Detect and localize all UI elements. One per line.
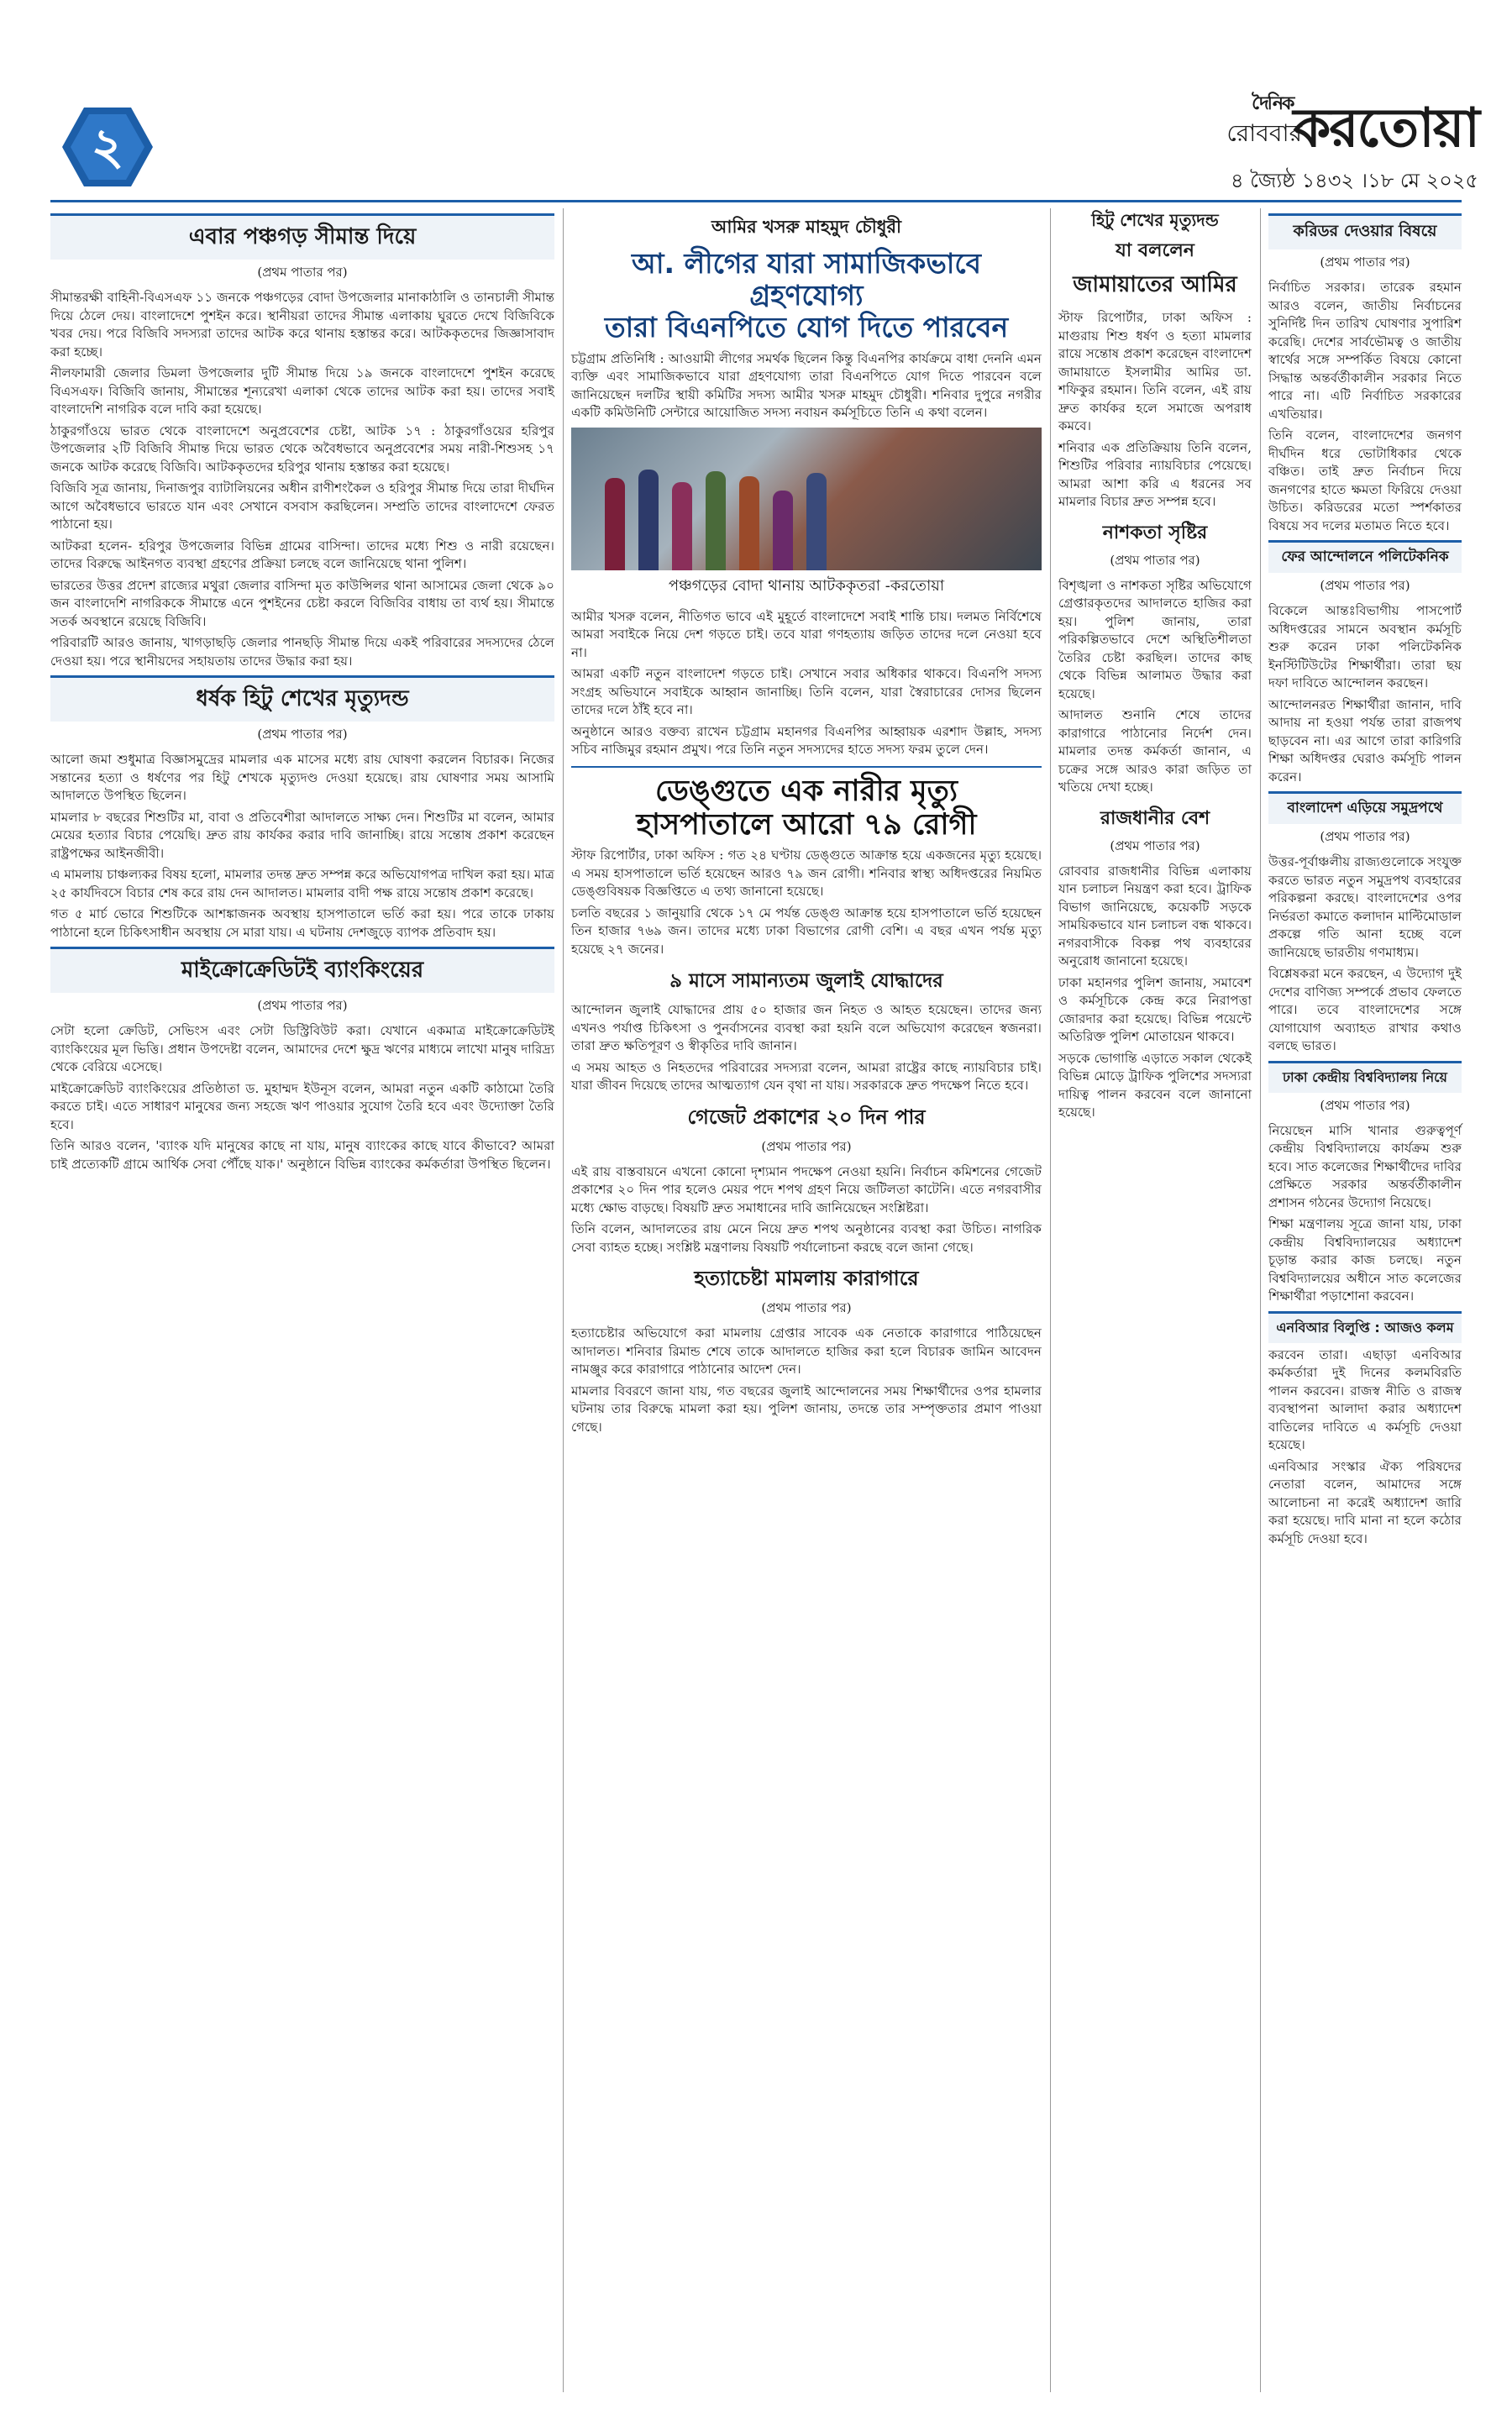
column-4 [1268, 208, 1462, 1551]
headline-sabotage: নাশকতা সৃষ্টির [1102, 522, 1208, 543]
article-text: সীমান্তরক্ষী বাহিনী-বিএসএফ ১১ জনকে পঞ্চগড়ের বোদা উপজেলার মানাকাঠালি ও তানচালী সীমান্ত দিয়ে ঠেলে দেয়। বাংলাদেশে পুশইন করে। স্থানীয়রা তাদের সীমান্ত এলাকায় ঘুরতে দেখে বিজিবিকে খবর দেয়। পরে বিজিবি সদস্যরা তাদের আটক করে থানায় হস্তান্তর করে। আটককৃতদের জিজ্ঞাসাবাদ করা হচ্ছে। [50, 290, 554, 360]
article-text: আমীর খসরু বলেন, নীতিগত ভাবে এই মুহূর্তে বাংলাদেশে সবাই শান্তি চায়। দলমত নির্বিশেষে আমরা সবাইকে নিয়ে দেশ গড়তে চাই। তবে যারা গণহত্যায় জড়িত তাদের দলে নেওয়া হবে না। [571, 608, 1042, 660]
article-text: রোববার রাজধানীর বিভিন্ন এলাকায় যান চলাচল নিয়ন্ত্রণ করা হবে। ট্রাফিক বিভাগ জানিয়েছে, কয়েকটি সড়কে সাময়িকভাবে যান চলাচল বন্ধ থাকবে। নগরবাসীকে বিকল্প পথ ব্যবহারের অনুরোধ জানানো হয়েছে। [1058, 863, 1252, 968]
article-text: চট্টগ্রাম প্রতিনিধি : আওয়ামী লীগের সমর্থক ছিলেন কিন্তু বিএনপির কার্যক্রমে বাধা দেননি এমন ব্যক্তি এবং সামাজিকভাবে যারা গ্রহণযোগ্য তারা বিএনপিতে যোগ দিতে পারবেন বলে জানিয়েছেন দলটির স্থায়ী কমিটির সদস্য আমীর খসরু মাহমুদ চৌধুরী। শনিবার দুপুরে নগরীর একটি কমিউনিটি সেন্টারে আয়োজিত সদস্য নবায়ন কর্মসূচিতে তিনি এ কথা বলেন। [571, 350, 1042, 421]
headline-jamaat-line3: জামায়াতের আমির [1073, 272, 1237, 297]
column-separator [1260, 208, 1261, 2392]
news-photo [571, 428, 1042, 570]
continued-label: (প্রথম পাতার পর) [1320, 829, 1410, 844]
continued-label: (প্রথম পাতার পর) [1110, 837, 1200, 853]
article-text: ঢাকা মহানগর পুলিশ জানায়, সমাবেশ ও কর্মসূচিকে কেন্দ্র করে নিরাপত্তা জোরদার করা হয়েছে। বিভিন্ন পয়েন্টে অতিরিক্ত পুলিশ মোতায়েন থাকবে। [1058, 974, 1252, 1044]
headline-jamaat-line1: হিটু শেখের মৃত্যুদন্ড [1091, 210, 1219, 230]
masthead [1142, 88, 1478, 214]
article-text: এই রায় বাস্তবায়নে এখনো কোনো দৃশ্যমান পদক্ষেপ নেওয়া হয়নি। নির্বাচন কমিশনের গেজেট প্রকাশের ২০ দিন পার হলেও মেয়র পদে শপথ গ্রহণ নিয়ে জটিলতা কাটেনি। এতে নগরবাসীর মধ্যে ক্ষোভ বাড়ছে। বিষয়টি দ্রুত সমাধানের দাবি জানিয়েছেন সংশ্লিষ্টরা। [571, 1163, 1042, 1215]
headline-jamaat-line2: যা বললেন [1116, 240, 1194, 261]
masthead-day: রোববার [1226, 119, 1302, 147]
article-text: এ মামলায় চাঞ্চল্যকর বিষয় হলো, মামলার তদন্ত দ্রুত সম্পন্ন করে অভিযোগপত্র দাখিল করা হয়। মাত্র ২৫ কার্যদিবসে বিচার শেষ করে রায় দেন আদালত। মামলার বাদী পক্ষ রায়ে সন্তোষ প্রকাশ করেছে। [50, 867, 554, 900]
column-3 [1058, 208, 1252, 1126]
top-rule [50, 200, 1462, 202]
article-text: বিশ্লেষকরা মনে করছেন, এ উদ্যোগ দুই দেশের বাণিজ্য সম্পর্কে প্রভাব ফেলতে পারে। তবে বাংলাদেশের সঙ্গে যোগাযোগ অব্যাহত রাখার কথাও বলছে ভারত। [1268, 966, 1462, 1053]
headline-capital: রাজধানীর বেশ [1100, 807, 1210, 829]
logo-text: করতোয়া [1293, 97, 1478, 160]
article-text: নির্বাচিত সরকার। তারেক রহমান আরও বলেন, জাতীয় নির্বাচনের সুনির্দিষ্ট দিন তারিখ ঘোষণার সুপারিশ করেছি। দেশের সার্বভৌমত্ব ও জাতীয় স্বার্থের সঙ্গে সম্পর্কিত বিষয়ে কোনো সিদ্ধান্ত অন্তর্বর্তীকালীন সরকার নিতে পারে না। এটি নির্বাচিত সরকারের এখতিয়ার। [1268, 280, 1462, 422]
continued-label: (প্রথম পাতার পর) [1320, 578, 1410, 593]
article-text: করবেন তারা। এছাড়া এনবিআর কর্মকর্তারা দুই দিনের কলমবিরতি পালন করবেন। রাজস্ব নীতি ও রাজস্ব ব্যবস্থাপনা আলাদা করার অধ্যাদেশ বাতিলের দাবিতে এ কর্মসূচি দেওয়া হয়েছে। [1268, 1346, 1462, 1452]
article-text: শনিবার এক প্রতিক্রিয়ায় তিনি বলেন, শিশুটির পরিবার ন্যায়বিচার পেয়েছে। আমরা আশা করি এ ধরনের সব মামলার বিচার দ্রুত সম্পন্ন হবে। [1058, 439, 1252, 509]
column-1 [50, 208, 554, 1177]
continued-label: (প্রথম পাতার পর) [1320, 255, 1410, 270]
article-text: বিকেলে আন্তঃবিভাগীয় পাসপোর্ট অধিদপ্তরের সামনে অবস্থান কর্মসূচি শুরু করেন ঢাকা পলিটেকনিক ইনস্টিটিউটের শিক্ষার্থীরা। তারা ছয় দফা দাবিতে আন্দোলন করছেন। [1268, 603, 1462, 690]
headline-hitu-verdict: ধর্ষক হিটু শেখের মৃত্যুদন্ড [50, 675, 554, 722]
article-text: সড়কে ভোগান্তি এড়াতে সকাল থেকেই বিভিন্ন মোড়ে ট্রাফিক পুলিশের সদস্যরা দায়িত্ব পালন করবেন বলে জানানো হয়েছে। [1058, 1050, 1252, 1120]
article-text: স্টাফ রিপোর্টার, ঢাকা অফিস : মাগুরায় শিশু ধর্ষণ ও হত্যা মামলার রায়ে সন্তোষ প্রকাশ করেছেন বাংলাদেশ জামায়াতে ইসলামীর আমির ডা. শফিকুর রহমান। তিনি বলেন, এই রায় দ্রুত কার্যকর হলে সমাজে অপরাধ কমবে। [1058, 310, 1252, 433]
article-text: বিজিবি সূত্র জানায়, দিনাজপুর ব্যাটালিয়নের অধীন রাণীশংকৈল ও হরিপুর সীমান্ত দিয়ে তারা দীর্ঘদিন আগে অবৈধভাবে ভারতে যান এবং সেখানে বসবাস করছিলেন। সম্প্রতি তাদের বাংলাদেশে ফেরত পাঠানো হয়। [50, 480, 554, 532]
continued-label: (প্রথম পাতার পর) [761, 1138, 852, 1154]
article-text: এনবিআর সংস্কার ঐক্য পরিষদের নেতারা বলেন, আমাদের সঙ্গে আলোচনা না করেই অধ্যাদেশ জারি করা হয়েছে। দাবি মানা না হলে কঠোর কর্মসূচি দেওয়া হবে। [1268, 1458, 1462, 1546]
headline-microcredit: মাইক্রোক্রেডিটই ব্যাংকিংয়ের [50, 947, 554, 993]
continued-label: (প্রথম পাতার পর) [257, 727, 348, 742]
article-text: স্টাফ রিপোর্টার, ঢাকা অফিস : গত ২৪ ঘণ্টায় ডেঙ্গুতে আক্রান্ত হয়ে একজনের মৃত্যু হয়েছে। এ সময় হাসপাতালে ভর্তি হয়েছেন আরও ৭৯ জন রোগী। শনিবার স্বাস্থ্য অধিদপ্তরের নিয়মিত ডেঙ্গুবিষয়ক বিজ্ঞপ্তিতে এ তথ্য জানানো হয়েছে। [571, 848, 1042, 900]
photo-caption: পঞ্চগড়ের বোদা থানায় আটককৃতরা -করতোয়া [668, 576, 945, 595]
column-2 [571, 208, 1042, 1440]
article-text: উত্তর-পূর্বাঞ্চলীয় রাজ্যগুলোকে সংযুক্ত করতে ভারত নতুন সমুদ্রপথ ব্যবহারের পরিকল্পনা করছে। বাংলাদেশের ওপর নির্ভরতা কমাতে কলাদান মাল্টিমোডাল প্রকল্পে গতি আনা হচ্ছে বলে জানিয়েছে ভারতীয় গণমাধ্যম। [1268, 854, 1462, 960]
article-text: তিনি বলেন, আদালতের রায় মেনে নিয়ে দ্রুত শপথ অনুষ্ঠানের ব্যবস্থা করা উচিত। নাগরিক সেবা ব্যাহত হচ্ছে। সংশ্লিষ্ট মন্ত্রণালয় বিষয়টি পর্যালোচনা করছে বলে জানা গেছে। [571, 1221, 1042, 1255]
continued-label: (প্রথম পাতার পর) [1320, 1097, 1410, 1113]
masthead-date: ৪ জ্যৈষ্ঠ ১৪৩২ ।১৮ মে ২০২৫ [1230, 169, 1478, 192]
byline: আমির খসরু মাহমুদ চৌধুরী [711, 216, 902, 237]
article-text: চলতি বছরের ১ জানুয়ারি থেকে ১৭ মে পর্যন্ত ডেঙ্গু আক্রান্ত হয়ে হাসপাতালে ভর্তি হয়েছেন তিন হাজার ৭৬৯ জন। তাদের মধ্যে ঢাকা বিভাগের রোগী বেশি। এ বছর এখন পর্যন্ত মৃত্যু হয়েছে ২৭ জনের। [571, 905, 1042, 957]
page-number: ২ [91, 118, 124, 176]
continued-label: (প্রথম পাতার পর) [761, 1300, 852, 1316]
headline-july-fighters: ৯ মাসে সামান্যতম জুলাই যোদ্ধাদের [669, 970, 943, 993]
dengue-headline-line2: হাসপাতালে আরো ৭৯ রোগী [636, 808, 977, 842]
section-divider [571, 766, 1042, 768]
headline-central-university: ঢাকা কেন্দ্রীয় বিশ্ববিদ্যালয় নিয়ে [1268, 1061, 1462, 1093]
logo-small: দৈনিক [1252, 93, 1294, 114]
headline-polytechnic: ফের আন্দোলনে পলিটেকনিক [1268, 540, 1462, 573]
article-text: গত ৫ মার্চ ভোরে শিশুটিকে আশঙ্কাজনক অবস্থায় হাসপাতালে ভর্তি করা হয়। পরে তাকে ঢাকায় পাঠানো হলে চিকিৎসাধীন অবস্থায় সে মারা যায়। এ ঘটনায় দেশজুড়ে ব্যাপক প্রতিবাদ হয়। [50, 906, 554, 940]
article-text: মাইক্রোক্রেডিট ব্যাংকিংয়ের প্রতিষ্ঠাতা ড. মুহাম্মদ ইউনূস বলেন, আমরা নতুন একটি কাঠামো তৈরি করতে চাই। এতে সাধারণ মানুষের জন্য সহজে ঋণ পাওয়ার সুযোগ তৈরি হবে এবং উদ্যোক্তা তৈরি হবে। [50, 1080, 554, 1132]
headline-nbr: এনবিআর বিলুপ্তি : আজও কলম [1268, 1311, 1462, 1343]
article-text: আলো জমা শুধুমাত্র বিজ্ঞাসমুদ্রের মামলার এক মাসের মধ্যে রায় ঘোষণা করলেন বিচারক। নিজের সন্তানের হত্যা ও ধর্ষণের পর হিটু শেখকে মৃত্যুদণ্ড দেওয়া হয়েছে। রায় ঘোষণার সময় আসামি আদালতে উপস্থিত ছিলেন। [50, 752, 554, 803]
article-text: মামলার ৮ বছরের শিশুটির মা, বাবা ও প্রতিবেশীরা আদালতে সাক্ষ্য দেন। শিশুটির মা বলেন, আমার মেয়ের হত্যার বিচার পেয়েছি। দ্রুত রায় কার্যকর করার দাবি জানাচ্ছি। রায়ে সন্তোষ প্রকাশ করেছেন রাষ্ট্রপক্ষের আইনজীবী। [50, 809, 554, 861]
lead-headline-line1: আ. লীগের যারা সামাজিকভাবে গ্রহণযোগ্য [632, 247, 981, 312]
article-text: আন্দোলনরত শিক্ষার্থীরা জানান, দাবি আদায় না হওয়া পর্যন্ত তারা রাজপথ ছাড়বেন না। এর আগে তারা কারিগরি শিক্ষা অধিদপ্তর ঘেরাও কর্মসূচি পালন করেন। [1268, 696, 1462, 785]
headline-gazette: গেজেট প্রকাশের ২০ দিন পার [687, 1105, 926, 1129]
continued-label: (প্রথম পাতার পর) [1110, 552, 1200, 568]
headline-sea-route: বাংলাদেশ এড়িয়ে সমুদ্রপথে [1268, 791, 1462, 824]
lead-headline-line2: তারা বিএনপিতে যোগ দিতে পারবেন [604, 310, 1009, 344]
headline-panchagarh: এবার পঞ্চগড় সীমান্ত দিয়ে [50, 213, 554, 260]
page-number-badge [60, 106, 155, 188]
article-text: আন্দোলন জুলাই যোদ্ধাদের প্রায় ৫০ হাজার জন নিহত ও আহত হয়েছেন। তাদের জন্য এখনও পর্যাপ্ত চিকিৎসা ও পুনর্বাসনের ব্যবস্থা করা হয়নি বলে অভিযোগ করেছেন স্বজনরা। তারা দ্রুত ক্ষতিপূরণ ও স্বীকৃতির দাবি জানান। [571, 1002, 1042, 1054]
article-text: নিয়েছেন মাসি খানার গুরুত্বপূর্ণ কেন্দ্রীয় বিশ্ববিদ্যালয়ে কার্যক্রম শুরু হবে। সাত কলেজের শিক্ষার্থীদের দাবির প্রেক্ষিতে সরকার অন্তর্বর্তীকালীন প্রশাসন গঠনের উদ্যোগ নিয়েছে। [1268, 1122, 1462, 1210]
column-separator [563, 208, 564, 2392]
article-text: শিক্ষা মন্ত্রণালয় সূত্রে জানা যায়, ঢাকা কেন্দ্রীয় বিশ্ববিদ্যালয়ের অধ্যাদেশ চূড়ান্ত করার কাজ চলছে। নতুন বিশ্ববিদ্যালয়ের অধীনে সাত কলেজের শিক্ষার্থীরা পড়াশোনা করবেন। [1268, 1216, 1462, 1304]
article-text: পরিবারটি আরও জানায়, খাগড়াছড়ি জেলার পানছড়ি সীমান্ত দিয়ে একই পরিবারের সদস্যদের ঠেলে দেওয়া হয়। পরে স্থানীয়দের সহায়তায় তাদের উদ্ধার করা হয়। [50, 635, 554, 669]
article-text: ঠাকুরগাঁওয়ে ভারত থেকে বাংলাদেশে অনুপ্রবেশের চেষ্টা, আটক ১৭ : ঠাকুরগাঁওয়ের হরিপুর উপজেলার ২টি বিজিবি সীমান্ত দিয়ে ভারত থেকে অবৈধভাবে অনুপ্রবেশের সময় নারী-শিশুসহ ১৭ জনকে আটক করেছে বিজিবি। আটককৃতদের হরিপুর থানায় হস্তান্তর করা হয়েছে। [50, 422, 554, 475]
article-text: আমরা একটি নতুন বাংলাদেশ গড়তে চাই। সেখানে সবার অধিকার থাকবে। বিএনপি সদস্য সংগ্রহ অভিযানে সবাইকে আহ্বান জানাচ্ছি। তিনি বলেন, যারা স্বৈরাচারের দোসর ছিলেন তাদের দলে ঠাঁই হবে না। [571, 666, 1042, 718]
article-text: মামলার বিবরণে জানা যায়, গত বছরের জুলাই আন্দোলনের সময় শিক্ষার্থীদের ওপর হামলার ঘটনায় তার বিরুদ্ধে মামলা করা হয়। পুলিশ জানায়, তদন্তে তার সম্পৃক্ততার প্রমাণ পাওয়া গেছে। [571, 1383, 1042, 1435]
article-text: ভারতের উত্তর প্রদেশ রাজ্যের মথুরা জেলার বাসিন্দা মৃত কাউন্সিলর থানা আসামের জেলা থেকে ৯০ জন বাংলাদেশি নাগরিককে সীমান্তে এনে পুশইনের চেষ্টা করলে বিজিবির বাধায় তা ব্যর্থ হয়। সীমান্তে সতর্ক অবস্থানে রয়েছে বিজিবি। [50, 577, 554, 629]
headline-attempted-murder: হত্যাচেষ্টা মামলায় কারাগারে [694, 1267, 919, 1291]
article-text: তিনি বলেন, বাংলাদেশের জনগণ দীর্ঘদিন ধরে ভোটাধিকার থেকে বঞ্চিত। তাই দ্রুত নির্বাচন দিয়ে জনগণের হাতে ক্ষমতা ফিরিয়ে দেওয়া উচিত। করিডরের মতো স্পর্শকাতর বিষয়ে সব দলের মতামত নিতে হবে। [1268, 428, 1462, 533]
article-text: আটকরা হলেন- হরিপুর উপজেলার বিভিন্ন গ্রামের বাসিন্দা। তাদের মধ্যে শিশু ও নারী রয়েছেন। তাদের বিরুদ্ধে আইনগত ব্যবস্থা গ্রহণের প্রক্রিয়া চলছে বলে জানিয়েছে থানা পুলিশ। [50, 538, 554, 571]
dengue-headline-line1: ডেঙ্গুতে এক নারীর মৃত্যু [654, 774, 958, 808]
article-text: সেটা হলো ক্রেডিট, সেভিংস এবং সেটা ডিস্ট্রিবিউট করা। যেখানে একমাত্র মাইক্রোক্রেডিটই ব্যাংকিংয়ের মূল ভিত্তি। প্রধান উপদেষ্টা বলেন, আমাদের দেশে ক্ষুদ্র ঋণের মাধ্যমে লাখো মানুষ দারিদ্র্য থেকে বেরিয়ে এসেছে। [50, 1023, 554, 1074]
article-text: হত্যাচেষ্টার অভিযোগে করা মামলায় গ্রেপ্তার সাবেক এক নেতাকে কারাগারে পাঠিয়েছেন আদালত। শনিবার রিমান্ড শেষে তাকে আদালতে হাজির করা হলে বিচারক জামিন আবেদন নামঞ্জুর করে কারাগারে পাঠানোর আদেশ দেন। [571, 1325, 1042, 1378]
article-text: এ সময় আহত ও নিহতদের পরিবারের সদস্যরা বলেন, আমরা রাষ্ট্রের কাছে ন্যায়বিচার চাই। যারা জীবন দিয়েছে তাদের আত্মত্যাগ যেন বৃথা না যায়। সরকারকে দ্রুত পদক্ষেপ নিতে হবে। [571, 1059, 1042, 1094]
article-text: অনুষ্ঠানে আরও বক্তব্য রাখেন চট্টগ্রাম মহানগর বিএনপির আহ্বায়ক এরশাদ উল্লাহ, সদস্য সচিব নাজিমুর রহমান প্রমুখ। পরে তিনি নতুন সদস্যদের হাতে সদস্য ফরম তুলে দেন। [571, 723, 1042, 758]
headline-corridor: করিডর দেওয়ার বিষয়ে [1268, 213, 1462, 249]
article-text: নীলফামারী জেলার ডিমলা উপজেলার দুটি সীমান্ত দিয়ে ১৯ জনকে বাংলাদেশে পুশইন করেছে বিএসএফ। বিজিবি জানায়, সীমান্তের শূন্যরেখা এলাকা থেকে তাদের আটক করা হয়। তাদের সবাই বাংলাদেশি নাগরিক বলে দাবি করা হয়েছে। [50, 365, 554, 417]
continued-label: (প্রথম পাতার পর) [257, 998, 348, 1013]
column-separator [1050, 208, 1051, 2392]
continued-label: (প্রথম পাতার পর) [257, 265, 348, 280]
article-text: বিশৃঙ্খলা ও নাশকতা সৃষ্টির অভিযোগে গ্রেপ্তারকৃতদের আদালতে হাজির করা হয়। পুলিশ জানায়, তারা পরিকল্পিতভাবে দেশে অস্থিতিশীলতা তৈরির চেষ্টা করছিল। তাদের কাছ থেকে বিভিন্ন আলামত উদ্ধার করা হয়েছে। [1058, 577, 1252, 701]
article-text: আদালত শুনানি শেষে তাদের কারাগারে পাঠানোর নির্দেশ দেন। মামলার তদন্ত কর্মকর্তা জানান, এ চক্রের সঙ্গে আরও কারা জড়িত তা খতিয়ে দেখা হচ্ছে। [1058, 707, 1252, 795]
article-text: তিনি আরও বলেন, 'ব্যাংক যদি মানুষের কাছে না যায়, মানুষ ব্যাংকের কাছে যাবে কীভাবে? আমরা চাই প্রত্যেকটি গ্রামে আর্থিক সেবা পৌঁছে যাক।' অনুষ্ঠানে বিভিন্ন ব্যাংকের কর্মকর্তারা উপস্থিত ছিলেন। [50, 1138, 554, 1172]
